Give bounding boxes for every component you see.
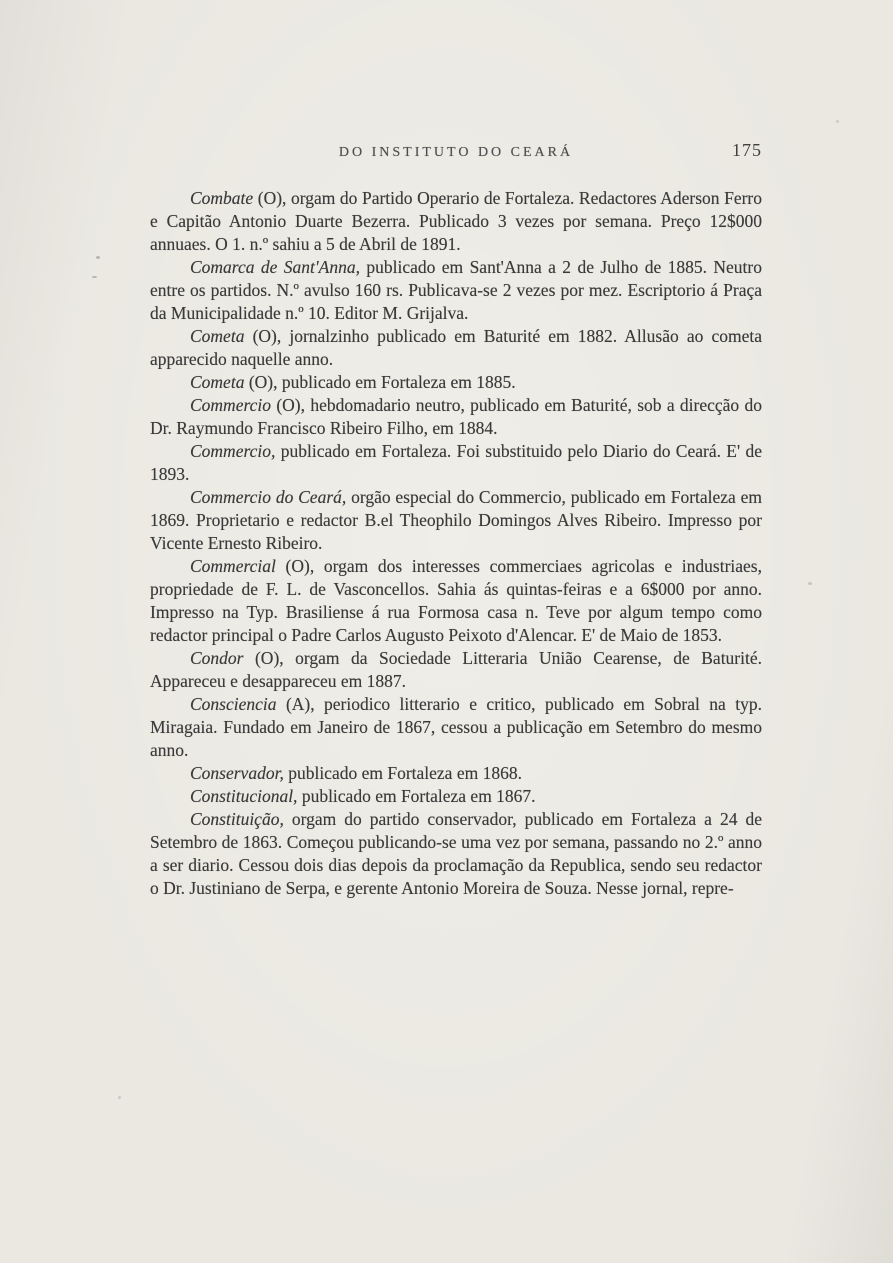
running-head-title: DO INSTITUTO DO CEARÁ [338,145,574,160]
entry-title: Comarca de Sant'Anna, [190,257,360,277]
catalog-entry [150,555,762,647]
entry-text: publicado em Sant'Anna a 2 de Julho de 1885. Neutro entre os partidos. N.º avulso 160 rs. Publicava-se 2 vezes por mez. Escriptorio á Praça da Municipalidade n.º 10. Editor M. Grijalva. [150,257,762,323]
entry-text: publicado em Fortaleza em 1868. [283,763,522,783]
entries [150,187,762,900]
entry-title: Combate [190,188,254,208]
entry-title: Commercio [190,395,272,415]
page-header [150,140,762,161]
entry-text: orgão especial do Commercio, publicado em Fortaleza em 1869. Proprietario e redactor B.el Theophilo Domingos Alves Ribeiro. Impresso por Vicente Ernesto Ribeiro. [150,487,763,553]
catalog-entry [150,693,762,762]
catalog-entry [150,486,762,555]
entry-text: (O), jornalzinho publicado em Baturité em 1882. Allusão ao cometa apparecido naquelle anno. [150,326,762,369]
entry-title: Condor [190,648,244,668]
entry-title: Commercio, [190,441,276,461]
entry-text: (O), orgam da Sociedade Litteraria União Cearense, de Baturité. Appareceu e desappareceu em 1887. [150,648,762,691]
entry-text: orgam do partido conservador, publicado em Fortaleza a 24 de Setembro de 1863. Começou publicando-se uma vez por semana, passando no 2.º anno a ser diario. Cessou dois dias depois da proclamação da Republica, sendo seu redactor o Dr. Justiniano de Serpa, e gerente Antonio Moreira de Souza. Nesse jornal, repre- [150,809,762,898]
entry-title: Constituição, [190,809,284,829]
catalog-entry [150,440,762,486]
catalog-entry [150,256,762,325]
entry-text: (A), periodico litterario e critico, publicado em Sobral na typ. Miragaia. Fundado em Janeiro de 1867, cessou a publicação em Setembro do mesmo anno. [150,694,762,760]
catalog-entry [150,785,762,808]
catalog-entry [150,647,762,693]
entry-text: (O), orgam do Partido Operario de Fortaleza. Redactores Aderson Ferro e Capitão Antonio Duarte Bezerra. Publicado 3 vezes por semana. Preço 12$000 annuaes. O 1. n.º sahiu a 5 de Abril de 1891. [150,188,762,254]
entry-text: (O), publicado em Fortaleza em 1885. [244,372,516,392]
entry-title: Commercio do Ceará, [190,487,347,507]
catalog-entry [150,394,762,440]
entry-title: Cometa [190,372,245,392]
entry-text: publicado em Fortaleza. Foi substituido pelo Diario do Ceará. E' de 1893. [150,441,762,484]
page-number: 175 [732,140,762,160]
scan-speck [808,582,812,585]
scan-speck [836,120,839,123]
entry-title: Consciencia [190,694,277,714]
entry-text: (O), orgam dos interesses commerciaes agricolas e industriaes, propriedade de F. L. de Vasconcellos. Sahia ás quintas-feiras e a 6$000 por anno. Impresso na Typ. Brasiliense á rua Formosa casa n. Teve por algum tempo como redactor principal o Padre Carlos Augusto Peixoto d'Alencar. E' de Maio de 1853. [150,556,762,645]
entry-title: Constitucional, [190,786,298,806]
catalog-entry [150,371,762,394]
entry-title: Cometa [190,326,245,346]
catalog-entry [150,325,762,371]
entry-text: publicado em Fortaleza em 1867. [297,786,536,806]
catalog-entry [150,762,762,785]
scan-speck [92,276,97,278]
catalog-entry [150,808,762,900]
catalog-entry [150,187,762,256]
scan-speck [118,1096,121,1099]
entry-title: Commercial [190,556,276,576]
entry-text: (O), hebdomadario neutro, publicado em Baturité, sob a direcção do Dr. Raymundo Francisco Ribeiro Filho, em 1884. [150,395,762,438]
entry-title: Conservador, [190,763,284,783]
scan-speck [96,256,100,259]
